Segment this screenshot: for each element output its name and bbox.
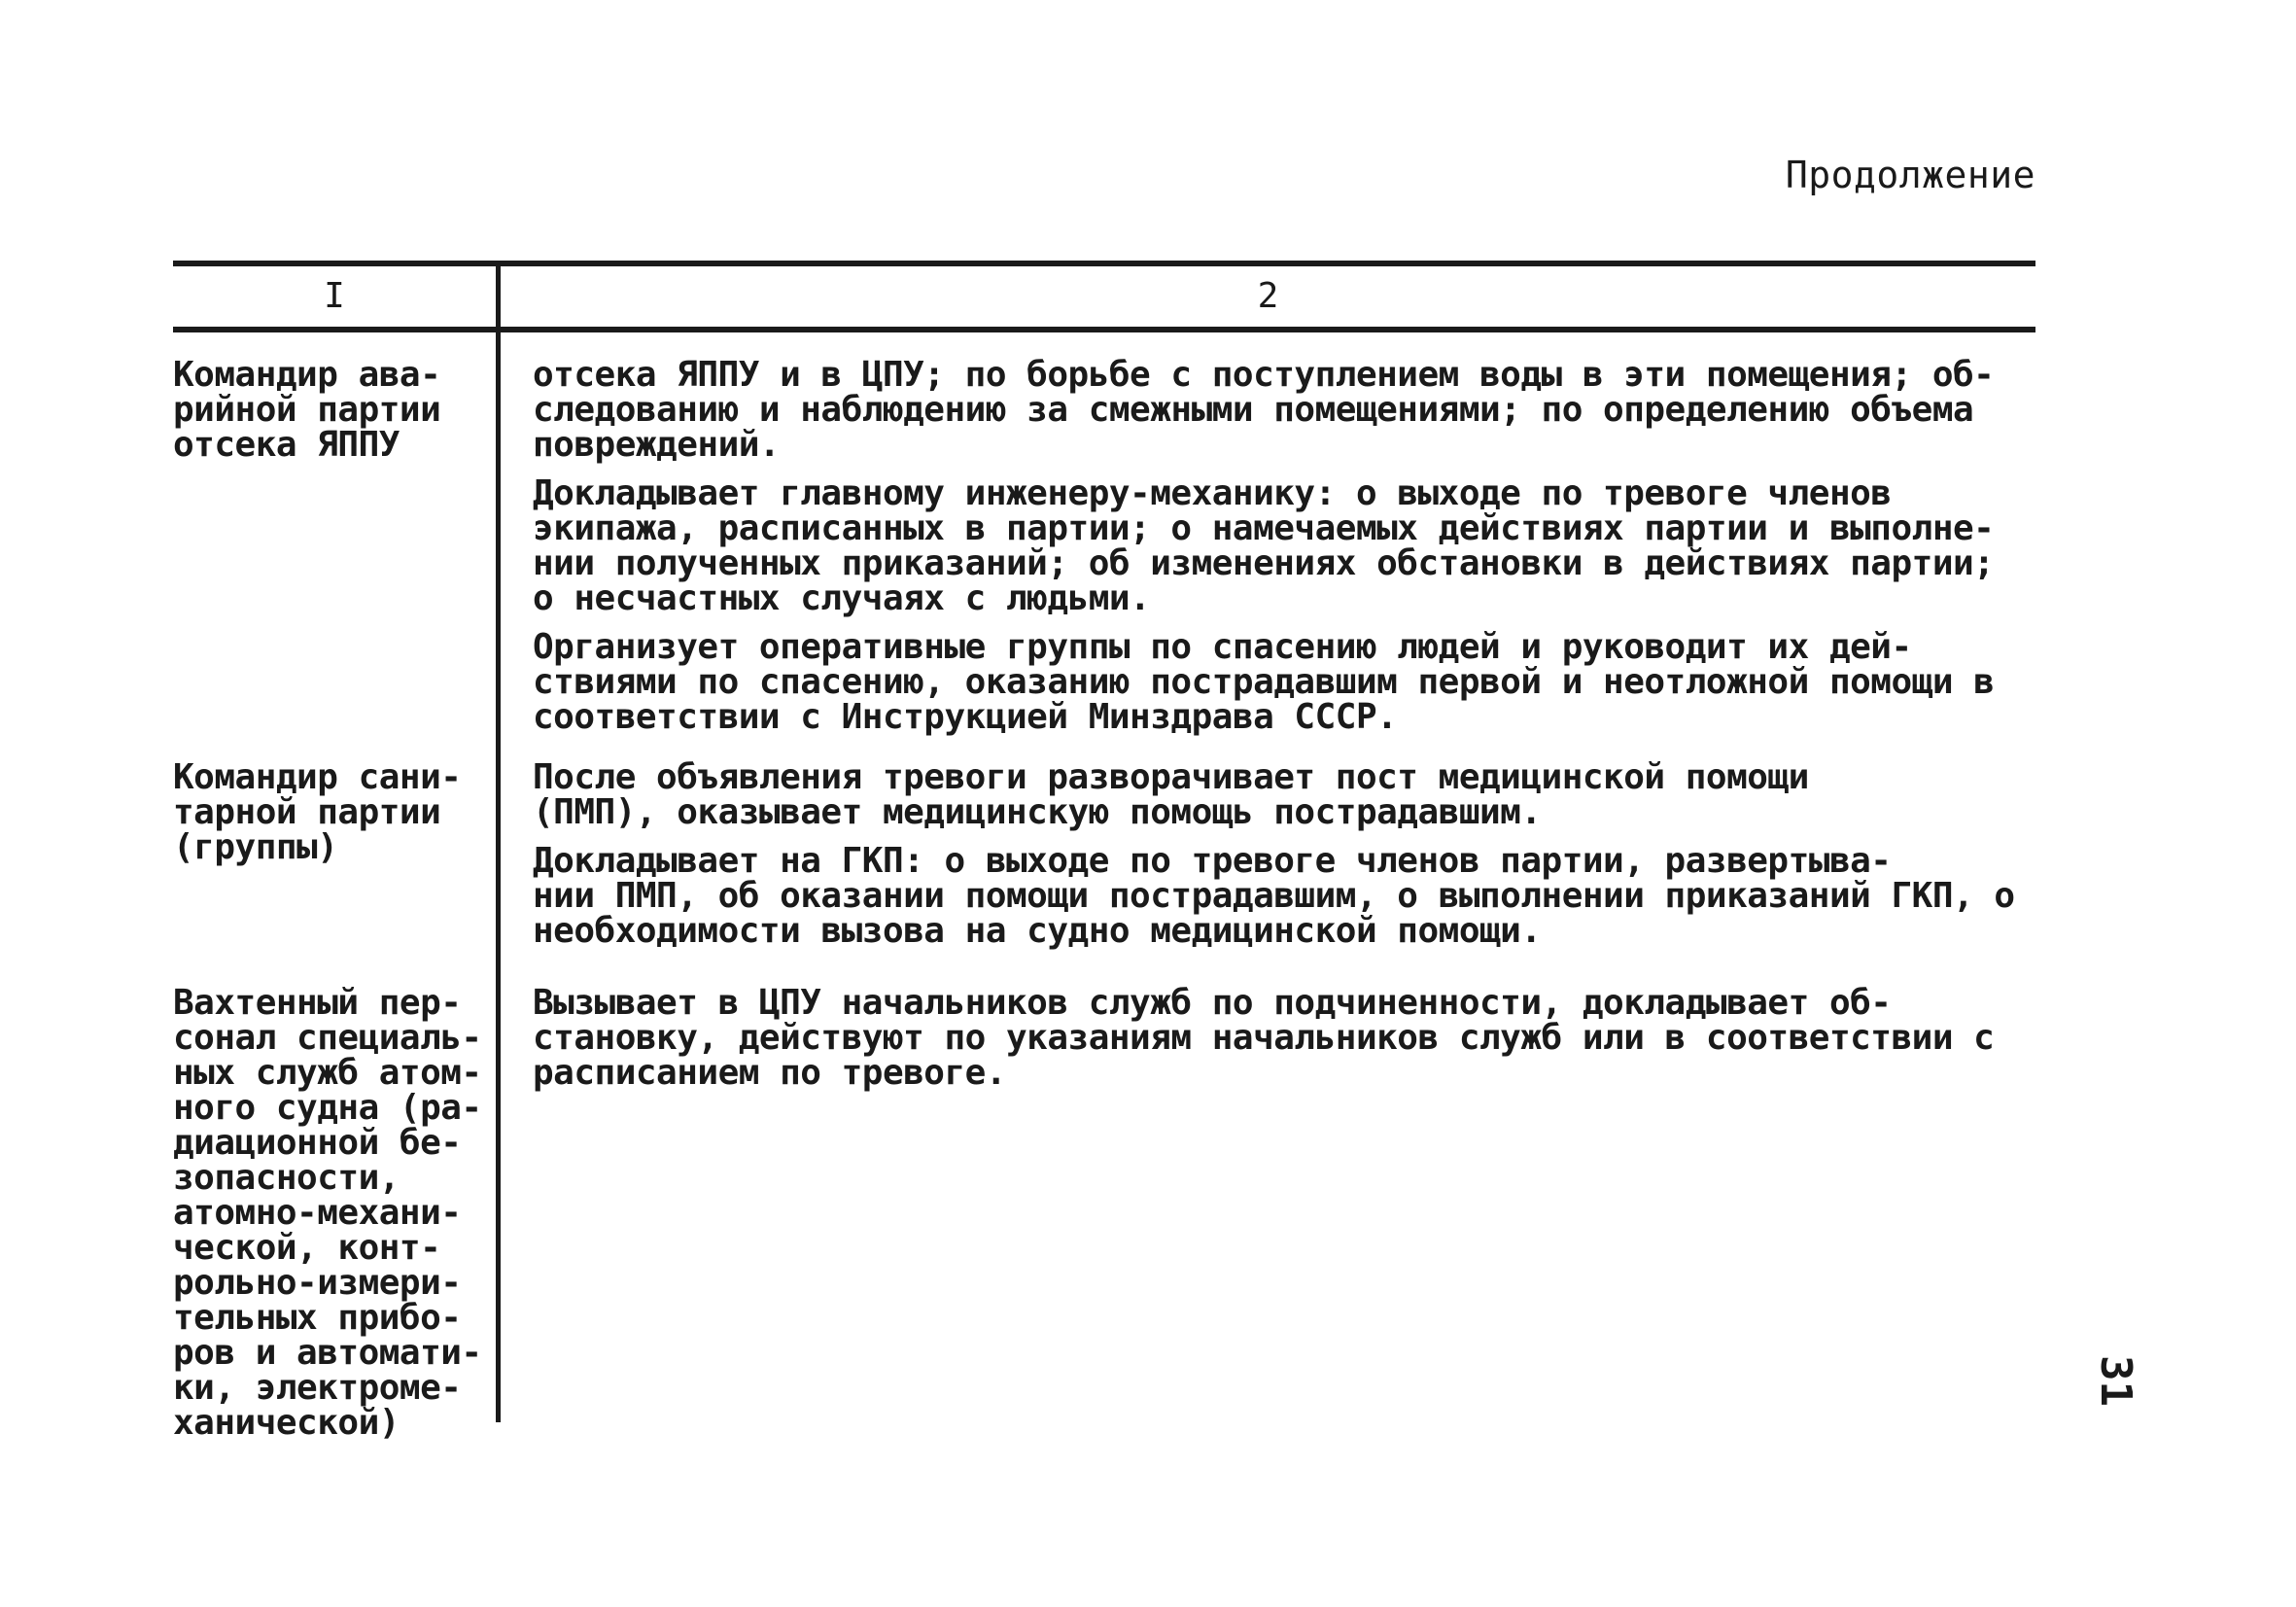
row-role: Вахтенный пер- сонал специаль- ных служб атом- ного судна (ра- диационной бе- зопасности, атомно-механи- ческой, конт- рольно-измери- тельных прибо- ров и автомати- ки, электроме- ханической) [173,983,482,1443]
duties-table [173,261,2035,1443]
duty-paragraph: Докладывает главному инженеру-механику: о выходе по тревоге членов экипажа, расписанных в партии; о намечаемых действиях партии и выполне- нии полученных приказаний; об изменениях обстановки в действиях партии; о несчастных случаях с людьми. [533,473,1995,618]
page-number: 31 [2090,1355,2140,1407]
row-duties [533,355,2035,749]
duty-paragraph: Вызывает в ЦПУ начальников служб по подчиненности, докладывает об- становку, действуют по указаниям начальников служб или в соответствии с расписанием по тревоге. [533,983,1995,1093]
column-number-2: 2 [1257,276,1279,316]
duty-paragraph: После объявления тревоги разворачивает пост медицинской помощи (ПМП), оказывает медицинскую помощь пострадавшим. [533,757,1809,832]
table-header-rule [173,327,2035,332]
column-divider [496,261,501,1422]
column-number-1: I [324,276,345,316]
duty-paragraph: Организует оперативные группы по спасению людей и руководит их дей- ствиями по спасению, оказанию пострадавшим первой и неотложной помощи в соответствии с Инструкцией Минздрава СССР. [533,627,1995,737]
table-top-rule [173,261,2035,266]
duty-paragraph: Докладывает на ГКП: о выходе по тревоге членов партии, развертыва- нии ПМП, об оказании помощи пострадавшим, о выполнении приказаний ГКП, о необходимости вызова на судно медицинской помощи. [533,841,2015,951]
continuation-label: Продолжение [1785,154,2035,196]
row-duties [533,757,2035,962]
row-role: Командир ава- рийной партии отсека ЯППУ [173,355,441,465]
duty-paragraph: отсека ЯППУ и в ЦПУ; по борьбе с поступлением воды в эти помещения; об- следованию и наблюдению за смежными помещениями; по определению объема повреждений. [533,355,1995,465]
row-role: Командир сани- тарной партии (группы) [173,757,462,867]
row-duties [533,983,2035,1104]
